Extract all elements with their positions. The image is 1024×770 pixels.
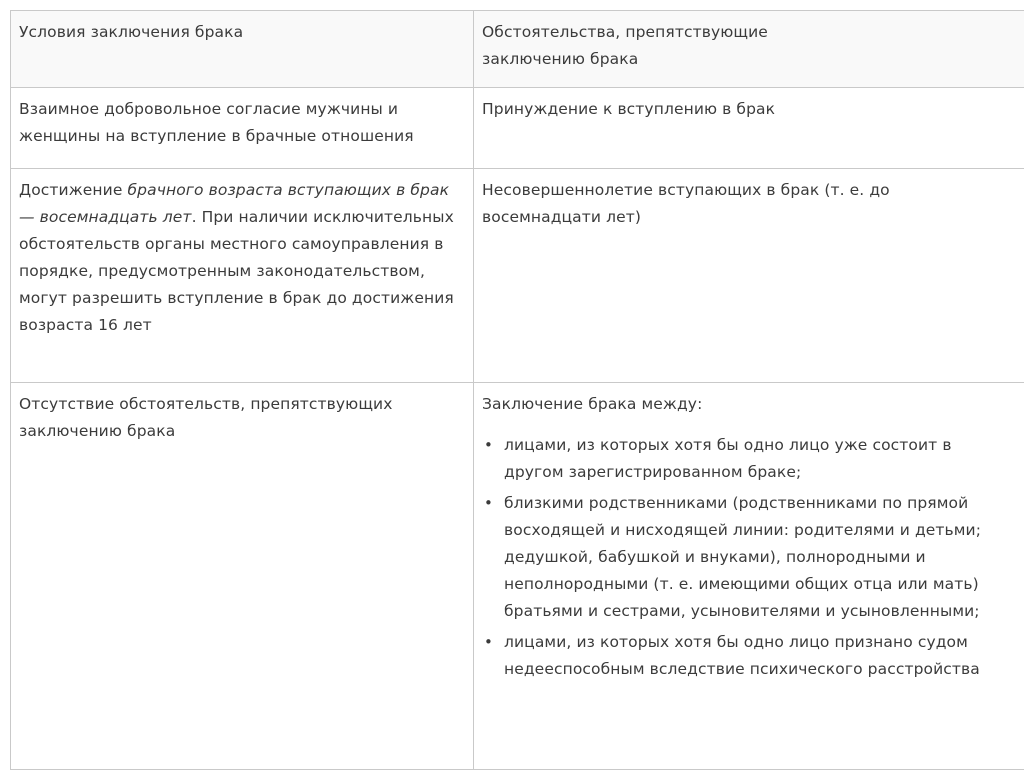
obstacle-cell <box>474 383 1024 770</box>
condition-cell <box>11 169 474 383</box>
condition-cell: Взаимное добровольное согласие мужчины и женщины на вступление в брачные отношения <box>11 88 474 169</box>
condition-cell <box>11 383 474 770</box>
obstacle-intro: Заключение брака между: <box>482 391 1023 418</box>
table-row <box>11 383 1024 770</box>
bullet-icon: • <box>484 629 493 656</box>
condition-text: Достижение <box>19 181 128 199</box>
list-item-text: лицами, из которых хотя бы одно лицо признано судом недееспособным вследствие психического расстройства <box>504 633 980 678</box>
bullet-icon: • <box>484 490 493 517</box>
obstacle-text: Несовершеннолетие вступающих в брак (т. е. до восемнадцати лет) <box>482 177 962 231</box>
table-row <box>11 169 1024 383</box>
marriage-conditions-table <box>10 10 1024 770</box>
condition-text-suffix: . При наличии исключительных обстоятельств органы местного самоуправления в порядке, предусмотренным законодательством, могут разрешить вступление в брак до достижения возраста 16 лет <box>19 208 454 334</box>
list-item <box>482 490 984 625</box>
header-obstacles <box>474 11 1024 88</box>
condition-text: Отсутствие обстоятельств, препятствующих заключению брака <box>19 391 449 445</box>
list-item <box>482 629 984 683</box>
table-row <box>11 88 1024 169</box>
bullet-icon: • <box>484 432 493 459</box>
list-item-text: близкими родственниками (родственниками по прямой восходящей и нисходящей линии: родителями и детьми; дедушкой, бабушкой и внуками), полнородными и неполнородными (т. е. имеющими общих отца или мать) братьями и сестрами, усыновителями и усыновленными; <box>504 494 981 620</box>
obstacle-cell: Принуждение к вступлению в брак <box>474 88 1024 169</box>
list-item-text: лицами, из которых хотя бы одно лицо уже состоит в другом зарегистрированном браке; <box>504 436 952 481</box>
condition-italic-text: брачного возраста вступающих в брак — восемнадцать лет <box>19 181 449 226</box>
obstacle-list <box>482 432 1023 683</box>
obstacle-cell <box>474 169 1024 383</box>
table-header-row <box>11 11 1024 88</box>
header-obstacles-text: Обстоятельства, препятствующие заключению брака <box>482 19 812 73</box>
list-item <box>482 432 964 486</box>
header-conditions: Условия заключения брака <box>11 11 474 88</box>
